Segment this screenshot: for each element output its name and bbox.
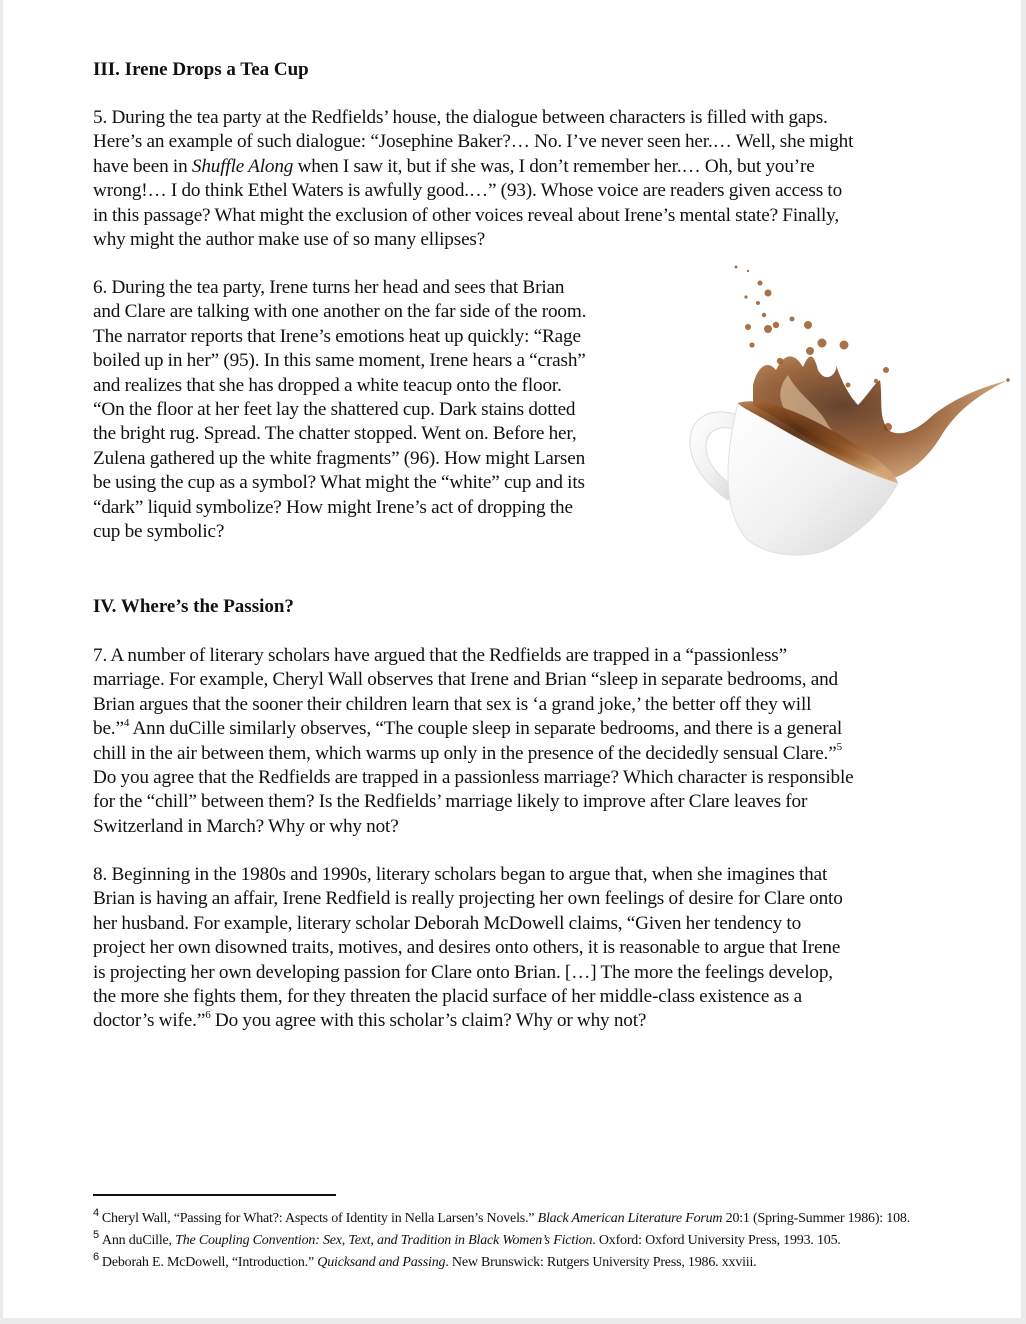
text-line: in this passage? What might the exclusion of other voices reveal about Irene’s mental state? Finally, xyxy=(93,204,840,226)
text-line: chill in the air between them, which warms up only in the presence of the decidedly sensual Clare.”$^5$ xyxy=(93,741,842,764)
document-page xyxy=(3,0,1021,1318)
text-line: be.”$^4$ Ann duCille similarly observes, “The couple sleep in separate bedrooms, and there is a general xyxy=(93,716,842,740)
text-line: her husband. For example, literary scholar Deborah McDowell claims, “Given her tendency to xyxy=(93,912,802,934)
text-line: project her own disowned traits, motives, and desires onto others, it is reasonable to argue that Irene xyxy=(93,937,841,959)
footnote-reference[interactable]: 6 xyxy=(205,1009,211,1022)
text-line: why might the author make use of so many ellipses? xyxy=(93,229,486,251)
text-line: wrong!… I do think Ethel Waters is awfully good.…” (93). Whose voice are readers given access to xyxy=(93,180,843,202)
text-line: “dark” liquid symbolize? How might Irene’s act of dropping the xyxy=(93,496,573,518)
text-line: 7. A number of literary scholars have argued that the Redfields are trapped in a “passionless” xyxy=(93,645,787,666)
text-line: 6. During the tea party, Irene turns her head and sees that Brian xyxy=(93,277,565,298)
citation-title: Quicksand and Passing xyxy=(317,1255,446,1270)
section-heading-3: III. Irene Drops a Tea Cup xyxy=(93,59,309,80)
text-line: the bright rug. Spread. The chatter stopped. Went on. Before her, xyxy=(93,423,577,445)
text-line: be using the cup as a symbol? What might the “white” cup and its xyxy=(93,472,585,494)
footnote-number: 6 xyxy=(93,1251,99,1264)
text-line: boiled up in her” (95). In this same moment, Irene hears a “crash” xyxy=(93,350,586,372)
italic-title: Shuffle Along xyxy=(191,155,294,177)
text-line: doctor’s wife.”$^6$ Do you agree with this scholar’s claim? Why or why not? xyxy=(93,1009,647,1032)
footnote-reference[interactable]: 5 xyxy=(836,741,842,754)
section-heading-4: IV. Where’s the Passion? xyxy=(93,596,294,617)
text-line: 5. During the tea party at the Redfields’ house, the dialogue between characters is filled with gaps. xyxy=(93,107,828,128)
footnote-5: $^5$ Ann duCille, The Coupling Convention: Sex, Text, and Tradition in Black Women’s Fiction. Oxford: Oxford University Press, 1993. 105. xyxy=(93,1229,841,1248)
text-line: Zulena gathered up the white fragments” (96). How might Larsen xyxy=(93,447,586,469)
text-line: the more she fights them, for they threaten the placid surface of her middle-class existence as a xyxy=(93,986,802,1008)
text-line: and realizes that she has dropped a white teacup onto the floor. xyxy=(93,374,562,396)
text-line: and Clare are talking with one another on the far side of the room. xyxy=(93,301,587,323)
text-line: is projecting her own developing passion for Clare onto Brian. […] The more the feelings develop, xyxy=(93,961,833,983)
footnote-reference[interactable]: 4 xyxy=(123,716,130,729)
footnote-number: 5 xyxy=(93,1229,99,1242)
teacup-splash-image xyxy=(668,255,1013,560)
text-line: Do you agree that the Redfields are trapped in a passionless marriage? Which character is responsible xyxy=(93,767,854,789)
text-line: have been in Shuffle Along when I saw it, but if she was, I don’t remember her.… Oh, but you’re xyxy=(93,155,815,177)
text-line: cup be symbolic? xyxy=(93,521,225,543)
question-7 xyxy=(93,644,953,839)
text-line: marriage. For example, Cheryl Wall observes that Irene and Brian “sleep in separate bedrooms, and xyxy=(93,669,838,691)
teacup-icon xyxy=(668,255,1013,560)
text-line: “On the floor at her feet lay the shattered cup. Dark stains dotted xyxy=(93,399,576,421)
text-line: 8. Beginning in the 1980s and 1990s, literary scholars began to argue that, when she imagines that xyxy=(93,864,828,885)
footnote-4: $^4$ Cheryl Wall, “Passing for What?: Aspects of Identity in Nella Larsen’s Novels.” Black American Literature Forum 20:1 (Spring-Summer 1986): 108. xyxy=(93,1207,910,1226)
footnote-6: $^6$ Deborah E. McDowell, “Introduction.” Quicksand and Passing. New Brunswick: Rutgers University Press, 1986. xxviii. xyxy=(93,1251,757,1270)
question-8 xyxy=(93,863,953,1034)
text-line: Here’s an example of such dialogue: “Josephine Baker?… No. I’ve never seen her.… Well, she might xyxy=(93,131,854,153)
text-line: Brian argues that the sooner their children learn that sex is ‘a grand joke,’ the better off they will xyxy=(93,693,812,715)
footnotes xyxy=(93,1207,973,1276)
text-line: Switzerland in March? Why or why not? xyxy=(93,815,399,837)
text-line: The narrator reports that Irene’s emotions heat up quickly: “Rage xyxy=(93,325,581,347)
text-line: Brian is having an affair, Irene Redfield is really projecting her own feelings of desire for Clare onto xyxy=(93,888,843,910)
citation-title: The Coupling Convention: Sex, Text, and Tradition in Black Women’s Fiction xyxy=(175,1233,593,1248)
question-6 xyxy=(93,276,663,544)
footnote-separator xyxy=(93,1194,336,1196)
footnote-number: 4 xyxy=(93,1207,99,1220)
question-5 xyxy=(93,106,953,252)
citation-title: Black American Literature Forum xyxy=(537,1211,723,1226)
text-line: for the “chill” between them? Is the Redfields’ marriage likely to improve after Clare leaves for xyxy=(93,791,808,813)
